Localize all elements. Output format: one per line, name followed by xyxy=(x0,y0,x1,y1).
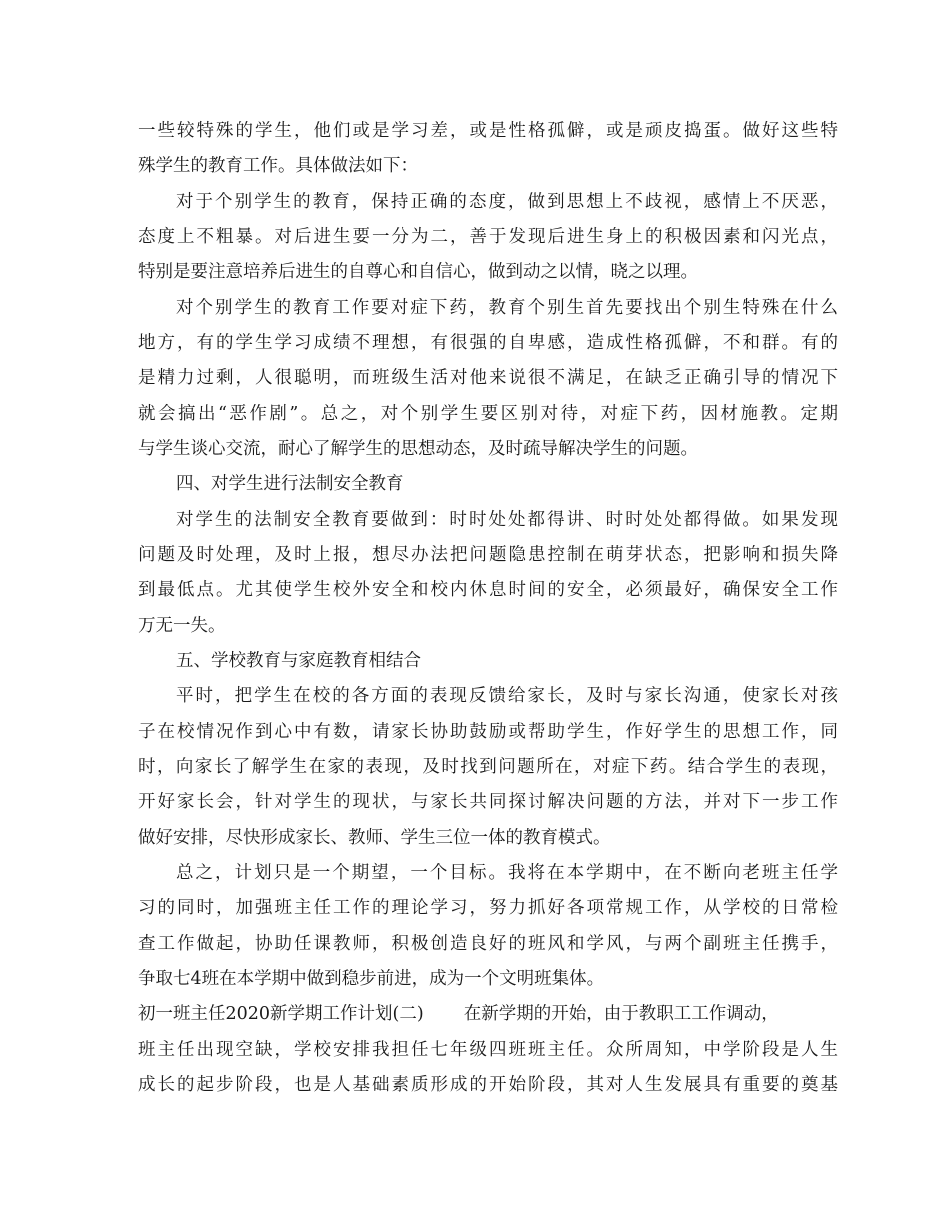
text-line: 查工作做起，协助任课教师，积极创造良好的班风和学风，与两个副班主任携手， xyxy=(138,934,838,954)
text-line: 对于个别学生的教育，保持正确的态度，做到思想上不歧视，感情上不厌恶， xyxy=(176,192,838,212)
text-line: 对学生的法制安全教育要做到：时时处处都得讲、时时处处都得做。如果发现 xyxy=(176,510,838,530)
text-line: 时，向家长了解学生在家的表现，及时找到问题所在，对症下药。结合学生的表现， xyxy=(138,757,838,777)
text-line: 开好家长会，针对学生的现状，与家长共同探讨解决问题的方法，并对下一步工作 xyxy=(138,792,838,812)
text-line: 子在校情况作到心中有数，请家长协助鼓励或帮助学生，作好学生的思想工作，同 xyxy=(138,722,838,742)
text-line: 习的同时，加强班主任工作的理论学习，努力抓好各项常规工作，从学校的日常检 xyxy=(138,898,838,918)
document-subtitle: 初一班主任2020新学期工作计划(二) xyxy=(138,1004,424,1024)
text-line: 万无一失。 xyxy=(138,616,226,636)
text-line: 态度上不粗暴。对后进生要一分为二，善于发现后进生身上的积极因素和闪光点， xyxy=(138,227,838,247)
text-line: 是精力过剩，人很聪明，而班级生活对他来说很不满足，在缺乏正确引导的情况下 xyxy=(138,368,838,388)
text-line: 做好安排，尽快形成家长、教师、学生三位一体的教育模式。 xyxy=(138,828,611,848)
text-line-continuation: 在新学期的开始，由于教职工工作调动， xyxy=(463,1004,779,1024)
text-line: 总之，计划只是一个期望，一个目标。我将在本学期中，在不断向老班主任学 xyxy=(176,863,838,883)
section-heading: 四、对学生进行法制安全教育 xyxy=(176,474,404,494)
text-line: 问题及时处理，及时上报，想尽办法把问题隐患控制在萌芽状态，把影响和损失降 xyxy=(138,545,838,565)
text-line: 与学生谈心交流，耐心了解学生的思想动态，及时疏导解决学生的问题。 xyxy=(138,439,698,459)
text-line: 平时，把学生在校的各方面的表现反馈给家长，及时与家长沟通，使家长对孩 xyxy=(176,686,838,706)
text-line: 就会搞出“恶作剧”。总之，对个别学生要区别对待，对症下药，因材施教。定期 xyxy=(138,404,838,424)
text-line: 成长的起步阶段，也是人基础素质形成的开始阶段，其对人生发展具有重要的奠基 xyxy=(138,1075,838,1095)
text-line: 地方，有的学生学习成绩不理想，有很强的自卑感，造成性格孤僻，不和群。有的 xyxy=(138,333,838,353)
text-line: 班主任出现空缺，学校安排我担任七年级四班班主任。众所周知，中学阶段是人生 xyxy=(138,1040,838,1060)
text-line: 争取七4班在本学期中做到稳步前进，成为一个文明班集体。 xyxy=(138,969,605,989)
text-line: 一些较特殊的学生，他们或是学习差，或是性格孤僻，或是顽皮捣蛋。做好这些特 xyxy=(138,121,838,141)
text-line: 对个别学生的教育工作要对症下药，教育个别生首先要找出个别生特殊在什么 xyxy=(176,298,838,318)
section-heading: 五、学校教育与家庭教育相结合 xyxy=(176,651,421,671)
text-line: 殊学生的教育工作。具体做法如下： xyxy=(138,156,418,176)
text-line: 特别是要注意培养后进生的自尊心和自信心，做到动之以情，晓之以理。 xyxy=(138,262,698,282)
text-line xyxy=(138,997,838,1031)
text-line: 到最低点。尤其使学生校外安全和校内休息时间的安全，必须最好，确保安全工作 xyxy=(138,580,838,600)
